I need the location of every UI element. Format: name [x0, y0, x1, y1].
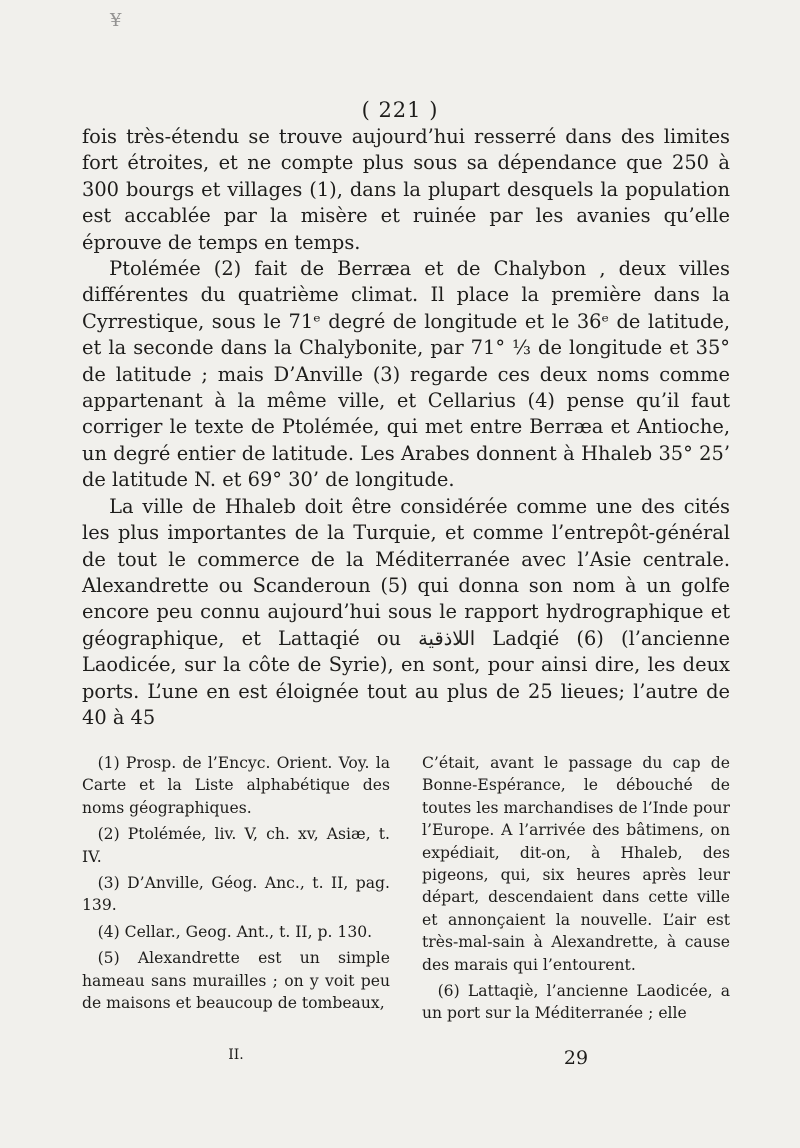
footnote-4: (4) Cellar., Geog. Ant., t. II, p. 130.: [97, 922, 373, 941]
footnotes: [82, 752, 730, 1029]
footnote-6: (6) Lattaqiè, l’ancienne Laodicée, a un port sur la Méditerranée ; elle: [422, 982, 730, 1023]
ink-mark: ¥: [110, 10, 122, 31]
footnote-5-continued: C’était, avant le passage du cap de Bonne-Espérance, le débouché de toutes les marchandises de l’Inde pour l’Europe. A l’arrivée des bâtimens, on expédiait, dit-on, à Hhaleb, des pigeons, qui, six heures après leur départ, descendaient dans cette ville et annonçaient la nouvelle. L’air est très-mal-sain à Alexandrette, à cause des marais qui l’entourent.: [422, 754, 730, 974]
paragraph-1: fois très-étendu se trouve aujourd’hui resserré dans des limites fort étroites, et ne compte plus sous sa dépendance que 250 à 300 bourgs et villages (1), dans la plupart desquels la population est accablée par la misère et ruinée par les avanies qu’elle éprouve de temps en temps.: [82, 125, 730, 254]
paragraph-3: La ville de Hhaleb doit être considérée comme une des cités les plus importantes de la Turquie, et comme l’entrepôt-général de tout le commerce de la Méditerranée avec l’Asie centrale. Alexandrette ou Scanderoun (5) qui donna son nom à un golfe encore peu connu aujourd’hui sous le rapport hydrographique et géographique, et Lattaqié ou اللاذقية Ladqié (6) (l’ancienne Laodicée, sur la côte de Syrie), en sont, pour ainsi dire, les deux ports. L’une en est éloignée tout au plus de 25 lieues; l’autre de 40 à 45: [82, 494, 730, 729]
footnote-2: (2) Ptolémée, liv. V, ch. xv, Asiæ, t. IV.: [82, 825, 390, 866]
main-text: [82, 124, 730, 731]
signature-mark: II.: [228, 1047, 244, 1063]
page-number: ( 221 ): [361, 98, 439, 122]
footnote-5: (5) Alexandrette est un simple hameau sans murailles ; on y voit peu de maisons et beaucoup de tombeaux,: [82, 949, 390, 1013]
footnote-3: (3) D’Anville, Géog. Anc., t. II, pag. 139.: [82, 874, 390, 915]
gathering-number: 29: [563, 1047, 589, 1069]
footnote-1: (1) Prosp. de l’Encyc. Orient. Voy. la Carte et la Liste alphabétique des noms géographiques.: [82, 754, 390, 817]
paragraph-2: Ptolémée (2) fait de Berræa et de Chalybon , deux villes différentes du quatrième climat. Il place la première dans la Cyrrestique, sous le 71ᵉ degré de longitude et le 36ᵉ de latitude, et la seconde dans la Chalybonite, par 71° ⅓ de longitude et 35° de latitude ; mais D’Anville (3) regarde ces deux noms comme appartenant à la même ville, et Cellarius (4) pense qu’il faut corriger le texte de Ptolémée, qui met entre Berræa et Antioche, un degré entier de latitude. Les Arabes donnent à Hhaleb 35° 25’ de latitude N. et 69° 30’ de longitude.: [82, 257, 730, 492]
footnotes-left-column: [82, 752, 390, 1029]
footnotes-right-column: [422, 752, 730, 1029]
